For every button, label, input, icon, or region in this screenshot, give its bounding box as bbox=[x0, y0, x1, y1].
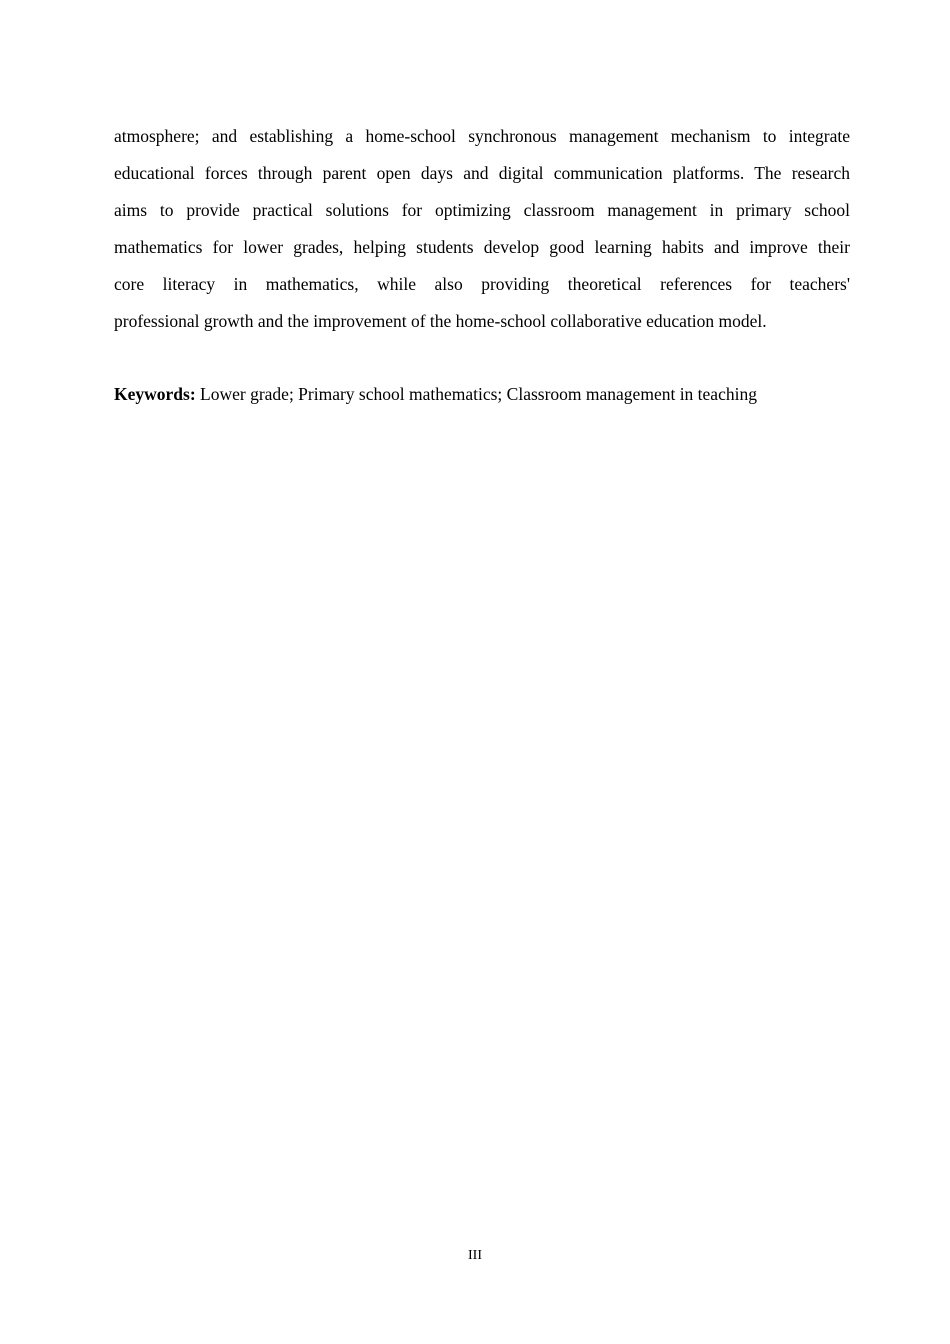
abstract-line: core literacy in mathematics, while also providing theoretical references for teachers' bbox=[114, 274, 850, 294]
abstract-line: professional growth and the improvement of the home-school collaborative education model. bbox=[114, 311, 767, 331]
page-number: III bbox=[468, 1248, 482, 1263]
keywords-text: Lower grade; Primary school mathematics; Classroom management in teaching bbox=[200, 384, 757, 404]
abstract-paragraph bbox=[114, 118, 850, 340]
keywords-line bbox=[114, 376, 850, 413]
abstract-line: atmosphere; and establishing a home-school synchronous management mechanism to integrate bbox=[114, 126, 850, 146]
abstract-line: aims to provide practical solutions for optimizing classroom management in primary school bbox=[114, 200, 850, 220]
abstract-line: educational forces through parent open days and digital communication platforms. The research bbox=[114, 163, 850, 183]
abstract-line: mathematics for lower grades, helping students develop good learning habits and improve their bbox=[114, 237, 850, 257]
keywords-label: Keywords: bbox=[114, 384, 196, 404]
